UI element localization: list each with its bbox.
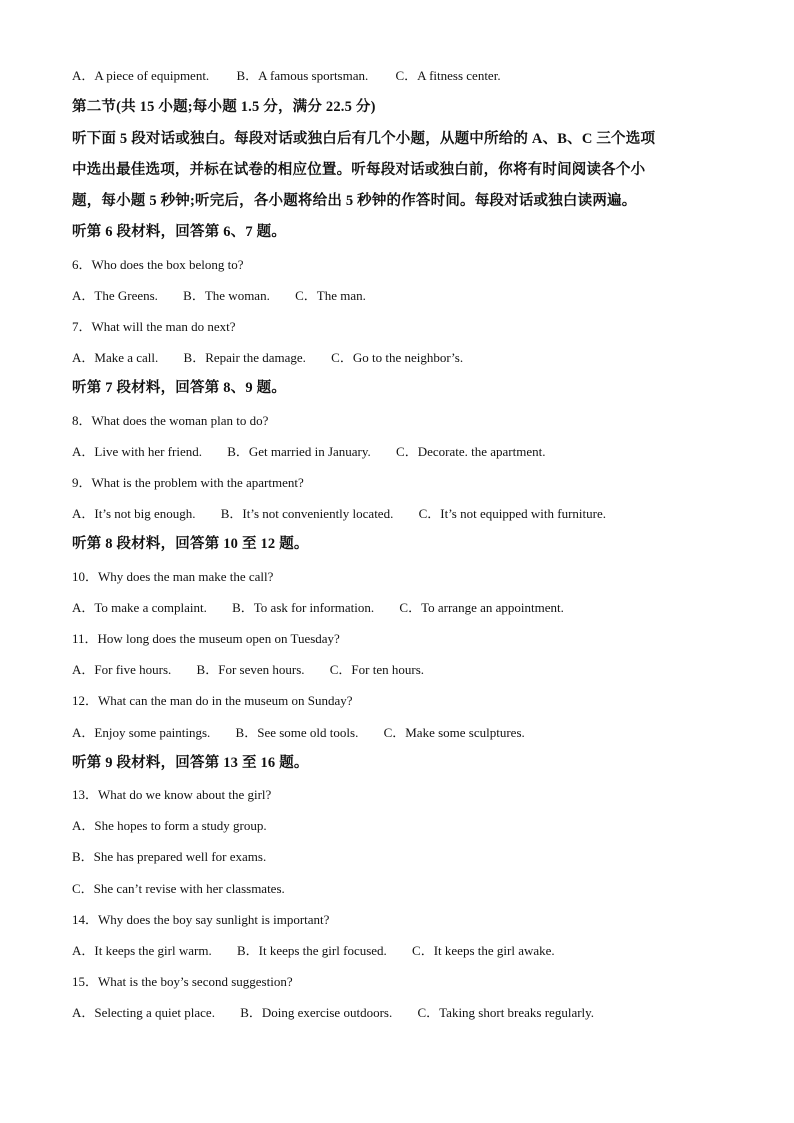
option-a: A．It’s not big enough. — [72, 506, 196, 521]
option-c: C．She can’t revise with her classmates. — [72, 881, 285, 896]
option-a: A．It keeps the girl warm. — [72, 943, 212, 958]
option-c: C．It keeps the girl awake. — [412, 943, 555, 958]
question-stem: 8．What does the woman plan to do? — [72, 413, 269, 428]
options-row — [72, 600, 564, 616]
option-c: C．Taking short breaks regularly. — [417, 1005, 595, 1020]
instructions-line-3: 题，每小题 5 秒钟;听完后，各小题将给出 5 秒钟的作答时间。每段对话或独白读两遍。 — [72, 193, 637, 209]
option-b: B．She has prepared well for exams. — [72, 849, 267, 864]
option-b: B．It’s not conveniently located. — [220, 506, 394, 521]
option-c: C．For ten hours. — [329, 662, 425, 677]
option-b: B．Get married in January. — [227, 444, 371, 459]
group-heading: 听第 8 段材料，回答第 10 至 12 题。 — [72, 536, 309, 552]
option-a: A．For five hours. — [72, 662, 172, 677]
option-b: B．Doing exercise outdoors. — [240, 1005, 393, 1020]
options-row — [72, 943, 555, 959]
group-heading: 听第 9 段材料，回答第 13 至 16 题。 — [72, 755, 309, 771]
question-stem: 14．Why does the boy say sunlight is important? — [72, 912, 330, 927]
option-b: B．A famous sportsman. — [236, 68, 369, 83]
option-c: C．A fitness center. — [395, 68, 501, 83]
section-heading: 第二节(共 15 小题;每小题 1.5 分，满分 22.5 分) — [72, 99, 376, 115]
group-heading: 听第 6 段材料，回答第 6、7 题。 — [72, 224, 287, 240]
option-c: C．Decorate. the apartment. — [396, 444, 546, 459]
option-b: B．For seven hours. — [196, 662, 305, 677]
options-row — [72, 506, 606, 522]
options-row — [72, 444, 545, 460]
question-stem: 13．What do we know about the girl? — [72, 787, 272, 802]
question-stem: 10．Why does the man make the call? — [72, 569, 274, 584]
instructions-line-1: 听下面 5 段对话或独白。每段对话或独白后有几个小题，从题中所给的 A、B、C 三个选项 — [72, 131, 656, 147]
group-heading: 听第 7 段材料，回答第 8、9 题。 — [72, 380, 287, 396]
options-row — [72, 725, 525, 741]
options-row — [72, 350, 463, 366]
option-a: A．Enjoy some paintings. — [72, 725, 211, 740]
option-a: A．To make a complaint. — [72, 600, 207, 615]
option-a: A．Selecting a quiet place. — [72, 1005, 215, 1020]
options-row — [72, 1005, 594, 1021]
option-a: A．Live with her friend. — [72, 444, 202, 459]
option-a: A．A piece of equipment. — [72, 68, 210, 83]
option-b: B．Repair the damage. — [183, 350, 306, 365]
option-b: B．To ask for information. — [232, 600, 375, 615]
question-stem: 9．What is the problem with the apartment? — [72, 475, 304, 490]
option-c: C．Make some sculptures. — [383, 725, 525, 740]
option-b: B．See some old tools. — [235, 725, 359, 740]
options-row — [72, 662, 424, 678]
option-c: C．The man. — [295, 288, 366, 303]
option-c: C．It’s not equipped with furniture. — [418, 506, 606, 521]
question-stem: 12．What can the man do in the museum on Sunday? — [72, 693, 353, 708]
option-a: A．She hopes to form a study group. — [72, 818, 267, 833]
question-stem: 7．What will the man do next? — [72, 319, 236, 334]
option-c: C．To arrange an appointment. — [399, 600, 564, 615]
option-c: C．Go to the neighbor’s. — [331, 350, 464, 365]
question-stem: 15．What is the boy’s second suggestion? — [72, 974, 293, 989]
option-b: B．It keeps the girl focused. — [236, 943, 387, 958]
question-stem: 11．How long does the museum open on Tuesday? — [72, 631, 340, 646]
option-b: B．The woman. — [183, 288, 270, 303]
options-row-q5 — [72, 68, 501, 84]
instructions-line-2: 中选出最佳选项，并标在试卷的相应位置。听每段对话或独白前，你将有时间阅读各个小 — [72, 162, 646, 178]
options-row — [72, 288, 366, 304]
option-a: A．The Greens. — [72, 288, 158, 303]
option-a: A．Make a call. — [72, 350, 159, 365]
question-stem: 6．Who does the box belong to? — [72, 257, 244, 272]
